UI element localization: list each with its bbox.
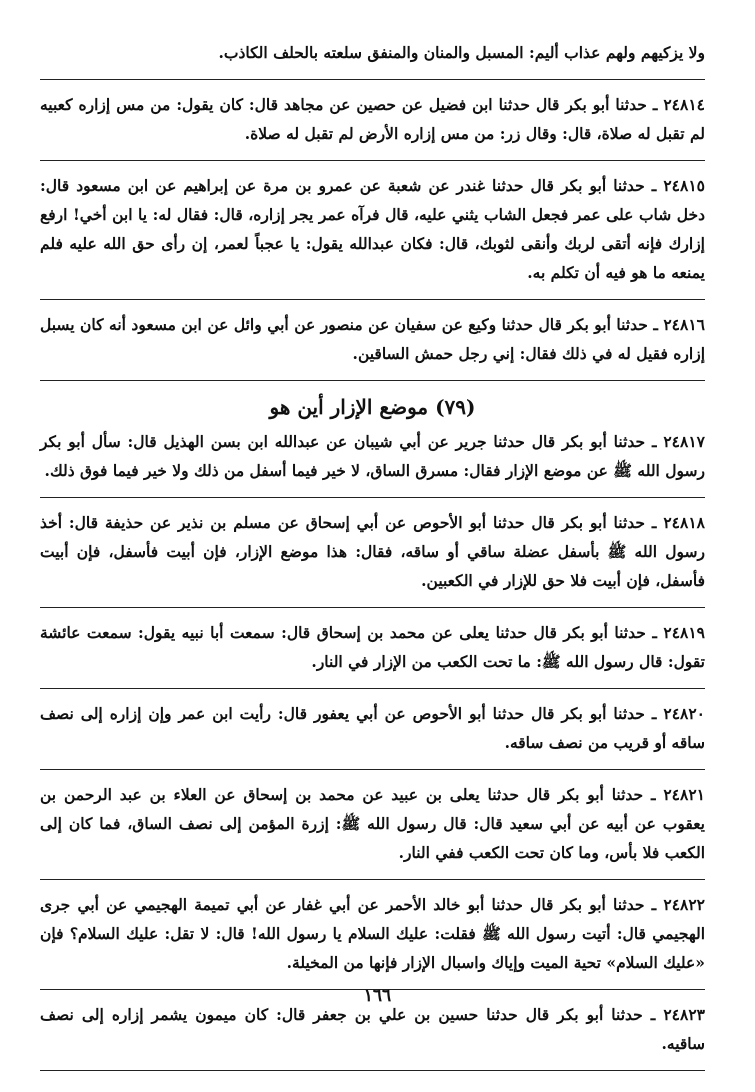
hadith-number: ٢٤٨١٨ <box>663 513 705 532</box>
hadith-group-b <box>40 427 705 1071</box>
hadith-paragraph <box>40 780 705 867</box>
divider <box>40 879 705 880</box>
divider <box>40 380 705 381</box>
hadith-number: ٢٤٨٢٢ <box>663 895 706 914</box>
divider <box>40 688 705 689</box>
hadith-number: ٢٤٨١٥ <box>663 176 705 195</box>
hadith-number: ٢٤٨١٩ <box>663 623 706 642</box>
hadith-number: ٢٤٨٢١ <box>663 785 705 804</box>
hadith-entry <box>40 310 705 368</box>
hadith-entry <box>40 1000 705 1058</box>
hadith-entry <box>40 508 705 595</box>
chapter-heading: (٧٩) موضع الإزار أين هو <box>269 395 476 419</box>
hadith-group-a <box>40 90 705 381</box>
page-number: ١٦٦ <box>363 986 392 1006</box>
intro-text: ولا يزكيهم ولهم عذاب أليم: المسبل والمنان والمنفق سلعته بالحلف الكاذب. <box>218 43 705 62</box>
hadith-number: ٢٤٨١٧ <box>663 432 705 451</box>
hadith-paragraph <box>40 699 705 757</box>
hadith-text: ـ حدثنا أبو بكر قال حدثنا أبو الأحوص عن أبي يعفور قال: رأيت ابن عمر وإن إزاره إلى نصف ساقه أو قريب من نصف ساقه. <box>40 704 705 752</box>
hadith-text: ـ حدثنا أبو بكر قال حدثنا وكيع عن سفيان عن منصور عن أبي وائل عن ابن مسعود أنه كان يسبل إزاره فقيل له في ذلك فقال: إني رجل حمش الساقين. <box>40 315 705 363</box>
hadith-entry <box>40 890 705 977</box>
hadith-entry <box>40 171 705 287</box>
hadith-text: ـ حدثنا أبو بكر قال حدثنا يعلى عن محمد بن إسحاق قال: سمعت أبا نبيه يقول: سمعت عائشة تقول: قال رسول الله ﷺ: ما تحت الكعب من الإزار في النار. <box>40 623 705 671</box>
hadith-entry <box>40 427 705 485</box>
hadith-paragraph <box>40 427 705 485</box>
hadith-entry <box>40 90 705 148</box>
hadith-entry <box>40 618 705 676</box>
divider <box>40 1070 705 1071</box>
hadith-number: ٢٤٨٢٠ <box>663 704 706 723</box>
hadith-text: ـ حدثنا أبو بكر قال حدثنا أبو الأحوص عن أبي إسحاق عن مسلم بن نذير عن حذيفة قال: أخذ رسول الله ﷺ بأسفل عضلة ساقي أو ساقه، فقال: هذا موضع الإزار، فإن أبيت فأسفل، فإن أبيت فأسفل، فإن أبيت فلا حق للإزار في الكعبين. <box>40 513 705 590</box>
hadith-text: ـ حدثنا أبو بكر قال حدثنا أبو خالد الأحمر عن أبي غفار عن أبي تميمة الهجيمي عن أبي جرى الهجيمي قال: أتيت رسول الله ﷺ فقلت: عليك السلام يا رسول الله! قال: لا تقل: عليك السلام؟ فإن «عليك السلام» تحية الميت وإياك واسبال الإزار فإنها من المخيلة. <box>40 895 705 972</box>
hadith-paragraph <box>40 1000 705 1058</box>
divider <box>40 607 705 608</box>
hadith-paragraph <box>40 618 705 676</box>
hadith-entry <box>40 699 705 757</box>
hadith-number: ٢٤٨١٤ <box>663 95 705 114</box>
hadith-text: ـ حدثنا أبو بكر قال حدثنا ابن فضيل عن حصين عن مجاهد قال: كان يقول: من مس إزاره كعبيه لم تقبل له صلاة، قال: وقال زر: من مس إزاره الأرض لم تقبل له صلاة. <box>40 95 705 143</box>
hadith-number: ٢٤٨١٦ <box>663 315 705 334</box>
hadith-paragraph <box>40 171 705 287</box>
divider <box>40 79 705 80</box>
hadith-paragraph <box>40 508 705 595</box>
hadith-paragraph <box>40 310 705 368</box>
divider <box>40 299 705 300</box>
divider <box>40 497 705 498</box>
hadith-paragraph <box>40 890 705 977</box>
divider <box>40 769 705 770</box>
hadith-number: ٢٤٨٢٣ <box>663 1005 705 1024</box>
divider <box>40 160 705 161</box>
intro-block <box>40 38 705 67</box>
hadith-entry <box>40 780 705 867</box>
hadith-text: ـ حدثنا أبو بكر قال حدثنا غندر عن شعبة عن عمرو بن مرة عن إبراهيم عن ابن مسعود قال: دخل شاب على عمر فجعل الشاب يثني عليه، قال فرآه عمر يجر إزاره، قال: فقال له: يا ابن أخي! ارفع إزارك فإنه أتقى لربك وأنقى لثوبك، قال: فكان عبدالله يقول: يا عجباً لعمر، إن رأى حق الله عليه فلم يمنعه ما هو فيه أن تكلم به. <box>40 176 705 282</box>
hadith-paragraph <box>40 90 705 148</box>
hadith-text: ـ حدثنا أبو بكر قال حدثنا حسين بن علي بن جعفر قال: كان ميمون يشمر إزاره إلى نصف ساقيه. <box>40 1005 705 1053</box>
hadith-text: ـ حدثنا أبو بكر قال حدثنا جرير عن أبي شيبان عن عبدالله ابن بسن الهذيل قال: سأل أبو بكر رسول الله ﷺ عن موضع الإزار فقال: مسرق الساق، لا خير فيما أسفل من ذلك ولا خير فيما فوق ذلك. <box>40 432 705 480</box>
hadith-text: ـ حدثنا أبو بكر قال حدثنا يعلى بن عبيد عن محمد بن إسحاق عن العلاء بن عبد الرحمن بن يعقوب عن أبيه عن أبي سعيد قال: قال رسول الله ﷺ: إزرة المؤمن إلى نصف الساق، فما كان إلى الكعب فلا بأس، وما كان تحت الكعب ففي النار. <box>40 785 705 862</box>
